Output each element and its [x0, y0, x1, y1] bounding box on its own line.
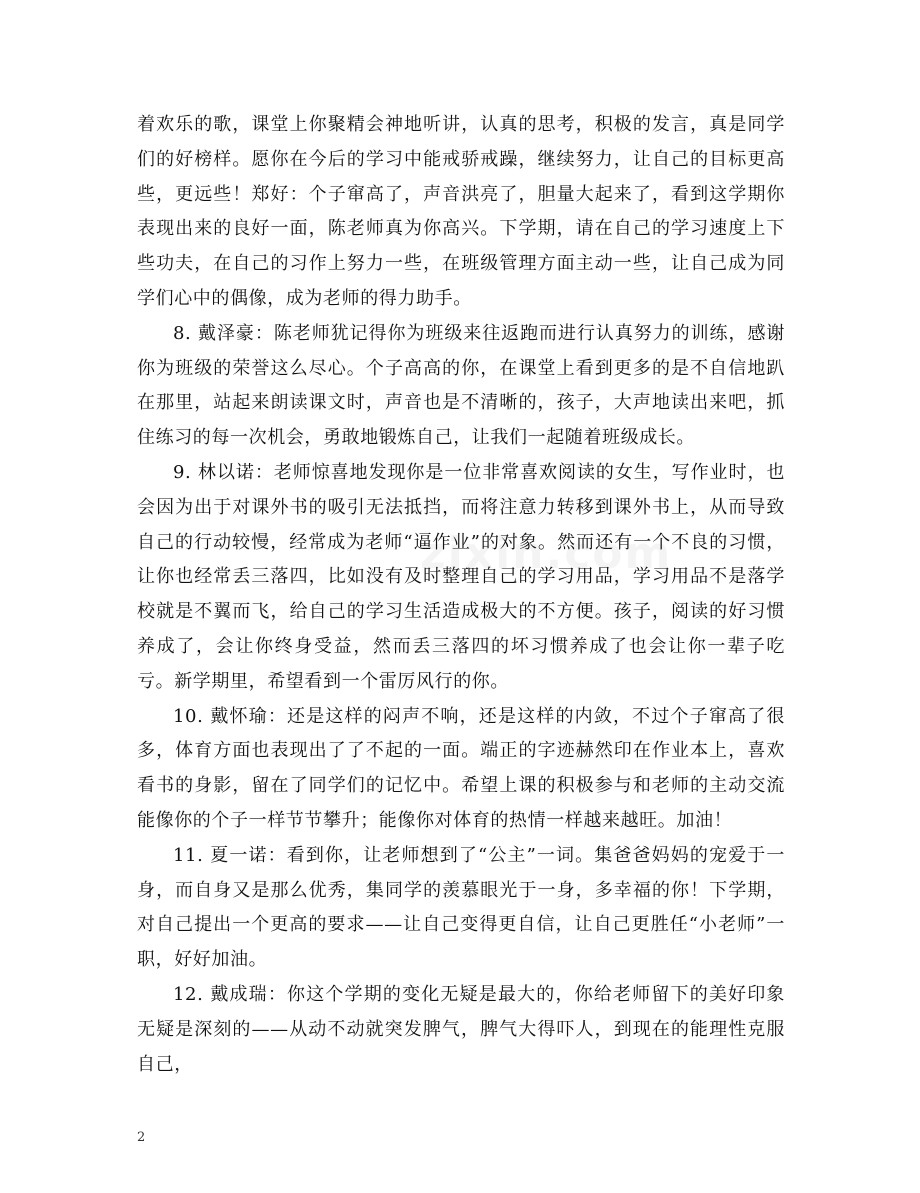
paragraph-item-10: 10. 戴怀瑜：还是这样的闷声不响，还是这样的内敛，不过个子窜高了很多，体育方面也表现出了了不起的一面。端正的字迹赫然印在作业本上，喜欢看书的身影，留在了同学们的记忆中。希望上课的积极参与和老师的主动交流能像你的个子一样节节攀升；能像你对体育的热情一样越来越旺。加油！ [137, 705, 785, 831]
paragraph-item-12: 12. 戴成瑞：你这个学期的变化无疑是最大的，你给老师留下的美好印象无疑是深刻的——从动不动就突发脾气，脾气大得吓人，到现在的能理性克服自己， [137, 983, 785, 1075]
paragraph-item-11: 11. 夏一诺：看到你，让老师想到了“公主”一词。集爸爸妈妈的宠爱于一身，而自身又是那么优秀，集同学的羡慕眼光于一身，多幸福的你！下学期，对自己提出一个更高的要求——让自己变得更自信，让自己更胜任“小老师”一职，好好加油。 [137, 844, 785, 971]
page-number: 2 [137, 1130, 146, 1145]
paragraph-item-9: 9. 林以诺：老师惊喜地发现你是一位非常喜欢阅读的女生，写作业时，也会因为出于对课外书的吸引无法抵挡，而将注意力转移到课外书上，从而导致自己的行动较慢，经常成为老师“逼作业”的对象。然而还有一个不良的习惯，让你也经常丢三落四，比如没有及时整理自己的学习用品，学习用品不是落学校就是不翼而飞，给自己的学习生活造成极大的不方便。孩子，阅读的好习惯养成了，会让你终身受益，然而丢三落四的坏习惯养成了也会让你一辈子吃亏。新学期里，希望看到一个雷厉风行的你。 [137, 461, 785, 692]
document-body [137, 108, 785, 1082]
paragraph-continuation: 着欢乐的歌，课堂上你聚精会神地听讲，认真的思考，积极的发言，真是同学们的好榜样。愿你在今后的学习中能戒骄戒躁，继续努力，让自己的目标更高些，更远些！郑好：个子窜高了，声音洪亮了，胆量大起来了，看到这学期你表现出来的良好一面，陈老师真为你高兴。下学期，请在自己的学习速度上下些功夫，在自己的习作上努力一些，在班级管理方面主动一些，让自己成为同学们心中的偶像，成为老师的得力助手。 [137, 114, 785, 309]
paragraph-item-8: 8. 戴泽豪：陈老师犹记得你为班级来往返跑而进行认真努力的训练，感谢你为班级的荣誉这么尽心。个子高高的你，在课堂上看到更多的是不自信地趴在那里，站起来朗读课文时，声音也是不清晰的，孩子，大声地读出来吧，抓住练习的每一次机会，勇敢地锻炼自己，让我们一起随着班级成长。 [137, 322, 785, 449]
